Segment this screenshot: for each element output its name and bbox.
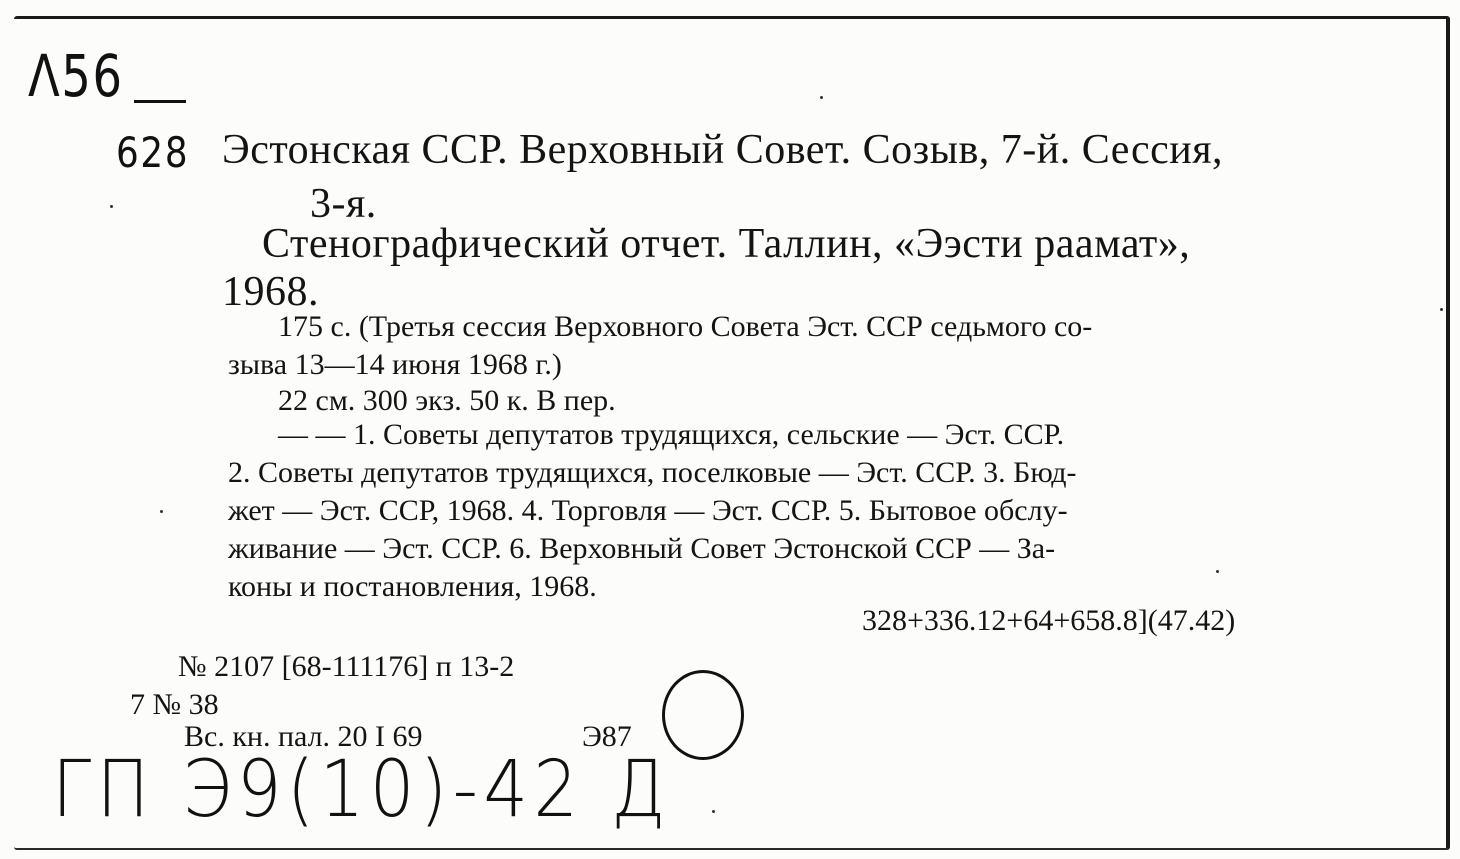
- subjects-line-5: коны и постановления, 1968.: [228, 570, 597, 603]
- paper-speck: [712, 810, 715, 813]
- collation-line-2: зыва 13—14 июня 1968 г.): [228, 348, 562, 381]
- paper-speck: [110, 205, 113, 208]
- subjects-line-4: живание — Эст. ССР. 6. Верховный Совет Эстонской ССР — За-: [228, 532, 1056, 565]
- paper-speck: [1440, 308, 1443, 311]
- paper-speck: [1216, 570, 1219, 573]
- handwritten-underline: [134, 100, 186, 103]
- record-line-3: Вс. кн. пал. 20 I 69: [184, 720, 423, 753]
- collation-line-3: 22 см. 300 экз. 50 к. В пер.: [278, 384, 616, 417]
- classification-index: 328+336.12+64+658.8](47.42): [862, 604, 1236, 637]
- handwritten-call-number: Λ56: [28, 42, 124, 110]
- paper-speck: [820, 96, 823, 99]
- stamp-circle: [662, 670, 744, 760]
- record-line-1: № 2107 [68-111176] п 13-2: [178, 650, 515, 683]
- handwritten-entry-number: 628: [116, 128, 190, 177]
- title-line-2: 1968.: [222, 269, 319, 315]
- stamp-code: Э87: [582, 720, 632, 753]
- title-line-1: Стенографический отчет. Таллин, «Ээсти раамат»,: [262, 221, 1191, 267]
- heading-line-2: 3-я.: [310, 181, 377, 227]
- subjects-line-3: жет — Эст. ССР, 1968. 4. Торговля — Эст. ССР. 5. Бытовое обслу-: [228, 494, 1068, 527]
- subjects-line-2: 2. Советы депутатов трудящихся, поселковые — Эст. ССР. 3. Бюд-: [228, 456, 1077, 489]
- collation-line-1: 175 с. (Третья сессия Верховного Совета Эст. ССР седьмого со-: [278, 310, 1093, 343]
- subjects-line-1: — — 1. Советы депутатов трудящихся, сельские — Эст. ССР.: [278, 418, 1065, 451]
- heading-line-1: Эстонская ССР. Верховный Совет. Созыв, 7-й. Сессия,: [222, 127, 1224, 173]
- record-line-2: 7 № 38: [130, 688, 219, 721]
- handwritten-shelf-mark: ГП Э9(10)-42 Д: [52, 745, 672, 835]
- paper-speck: [160, 510, 163, 513]
